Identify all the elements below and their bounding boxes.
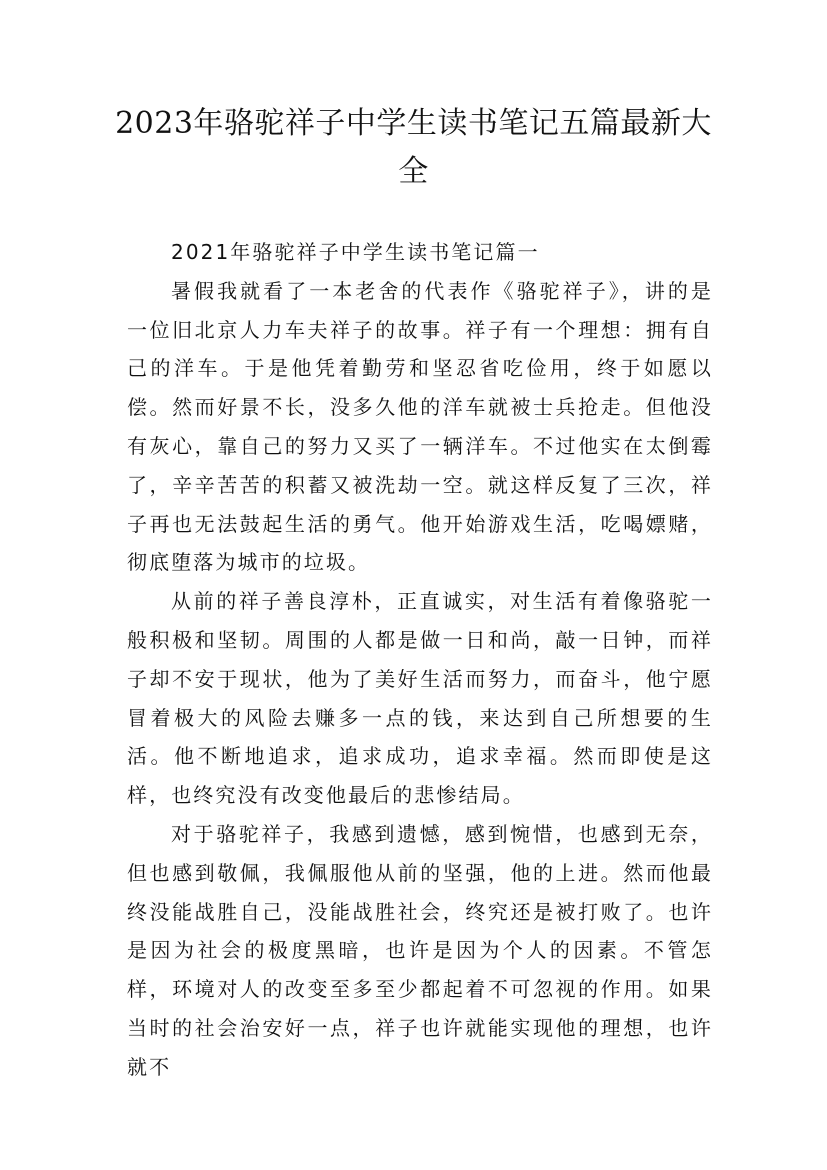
- paragraph-1: 暑假我就看了一本老舍的代表作《骆驼祥子》，讲的是一位旧北京人力车夫祥子的故事。祥子有一个理想：拥有自己的洋车。于是他凭着勤劳和坚忍省吃俭用，终于如愿以偿。然而好景不长，没多久他的洋车就被士兵抢走。但他没有灰心，靠自己的努力又买了一辆洋车。不过他实在太倒霉了，辛辛苦苦的积蓄又被洗劫一空。就这样反复了三次，祥子再也无法鼓起生活的勇气。他开始游戏生活，吃喝嫖赌，彻底堕落为城市的垃圾。: [127, 278, 713, 575]
- paragraph-2: 从前的祥子善良淳朴，正直诚实，对生活有着像骆驼一般积极和坚韧。周围的人都是做一日和尚，敲一日钟，而祥子却不安于现状，他为了美好生活而努力，而奋斗，他宁愿冒着极大的风险去赚多一点的钱，来达到自己所想要的生活。他不断地追求，追求成功，追求幸福。然而即使是这样，也终究没有改变他最后的悲惨结局。: [127, 589, 713, 808]
- paragraph-3: 对于骆驼祥子，我感到遗憾，感到惋惜，也感到无奈，但也感到敬佩，我佩服他从前的坚强，他的上进。然而他最终没能战胜自己，没能战胜社会，终究还是被打败了。也许是因为社会的极度黑暗，也许是因为个人的因素。不管怎样，环境对人的改变至多至少都起着不可忽视的作用。如果当时的社会治安好一点，祥子也许就能实现他的理想，也许就不: [127, 821, 713, 1079]
- section-heading: 2021年骆驼祥子中学生读书笔记篇一: [171, 240, 540, 264]
- document-title: 2023年骆驼祥子中学生读书笔记五篇最新大全: [115, 106, 712, 189]
- document-body: [127, 233, 713, 1087]
